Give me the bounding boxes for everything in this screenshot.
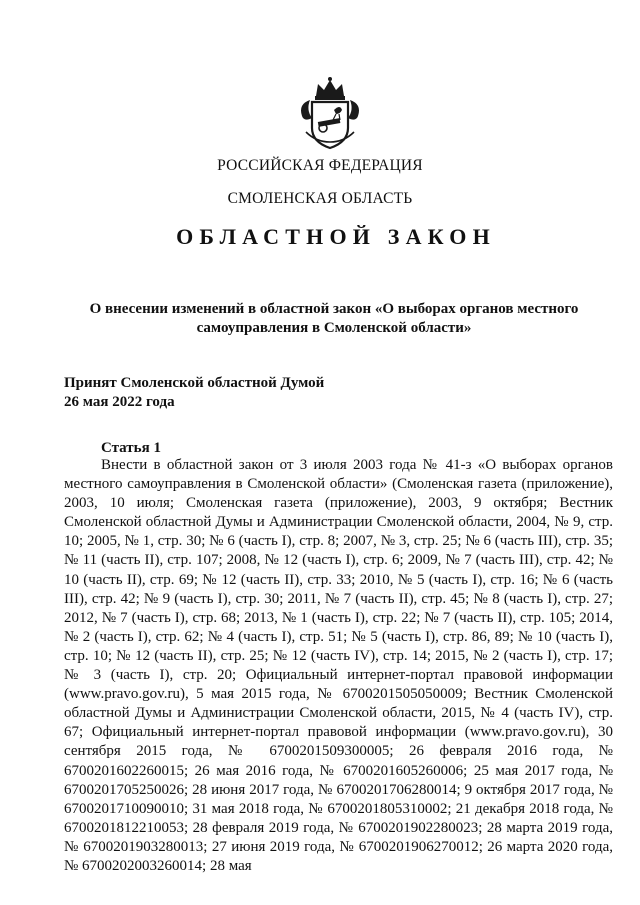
country-name: РОССИЙСКАЯ ФЕДЕРАЦИЯ bbox=[217, 157, 423, 174]
document-type-title: ОБЛАСТНОЙ ЗАКОН bbox=[176, 224, 496, 249]
law-subject bbox=[64, 300, 604, 338]
adoption-date: 26 мая 2022 года bbox=[64, 394, 175, 410]
law-subject-line-2: самоуправления в Смоленской области» bbox=[196, 320, 472, 336]
adoption-block bbox=[64, 374, 324, 412]
law-subject-line-1: О внесении изменений в областной закон «О выборах органов местного bbox=[89, 301, 579, 317]
coat-of-arms-icon bbox=[296, 76, 364, 150]
adoption-body: Принят Смоленской областной Думой bbox=[64, 375, 325, 391]
article-body-text: Внести в областной закон от 3 июля 2003 года № 41-з «О выборах органов местного самоуправления в Смоленской области» (Смоленская газета (приложение), 2003, 10 июля; Смоленская газета (приложение), 2003, 9 октября; Вестник Смоленской областной Думы и Администрации Смоленской области, 2004, № 9, стр. 10; 2005, № 1, стр. 30; № 6 (часть I), стр. 8; 2007, № 3, стр. 25; № 6 (часть III), стр. 35; № 11 (часть II), стр. 107; 2008, № 12 (часть I), стр. 6; 2009, № 7 (часть III), стр. 42; № 10 (часть II), стр. 69; № 12 (часть II), стр. 33; 2010, № 5 (часть I), стр. 16; № 6 (часть III), стр. 42; № 9 (часть I), стр. 30; 2011, № 7 (часть II), стр. 45; № 8 (часть I), стр. 27; 2012, № 7 (часть I), стр. 68; 2013, № 1 (часть I), стр. 22; № 7 (часть II), стр. 105; 2014, № 2 (часть I), стр. 62; № 4 (часть I), стр. 51; № 5 (часть I), стр. 86, 89; № 10 (часть I), стр. 10; № 12 (часть II), стр. 25; № 12 (часть IV), стр. 14; 2015, № 2 (часть I), стр. 17; № 3 (часть I), стр. 20; Официальный интернет-портал правовой информации (www.pravo.gov.ru), 5 мая 2015 года, № 6700201505050009; Вестник Смоленской областной Думы и Администрации Смоленской области, 2015, № 4 (часть IV), стр. 67; Официальный интернет-портал правовой информации (www.pravo.gov.ru), 30 сентября 2015 года, № 6700201509300005; 26 февраля 2016 года, № 6700201602260015; 26 мая 2016 года, № 6700201605260006; 25 мая 2017 года, № 6700201705250026; 28 июня 2017 года, № 6700201706280014; 9 октября 2017 года, № 6700201710090010; 31 мая 2018 года, № 6700201805310002; 21 декабря 2018 года, № 6700201812210053; 28 февраля 2019 года, № 6700201902280023; 28 марта 2019 года, № 6700201903280013; 27 июня 2019 года, № 6700201906270012; 26 марта 2020 года, № 6700202003260014; 28 мая bbox=[64, 457, 613, 874]
article-heading: Статья 1 bbox=[101, 440, 161, 456]
region-name: СМОЛЕНСКАЯ ОБЛАСТЬ bbox=[227, 190, 413, 207]
